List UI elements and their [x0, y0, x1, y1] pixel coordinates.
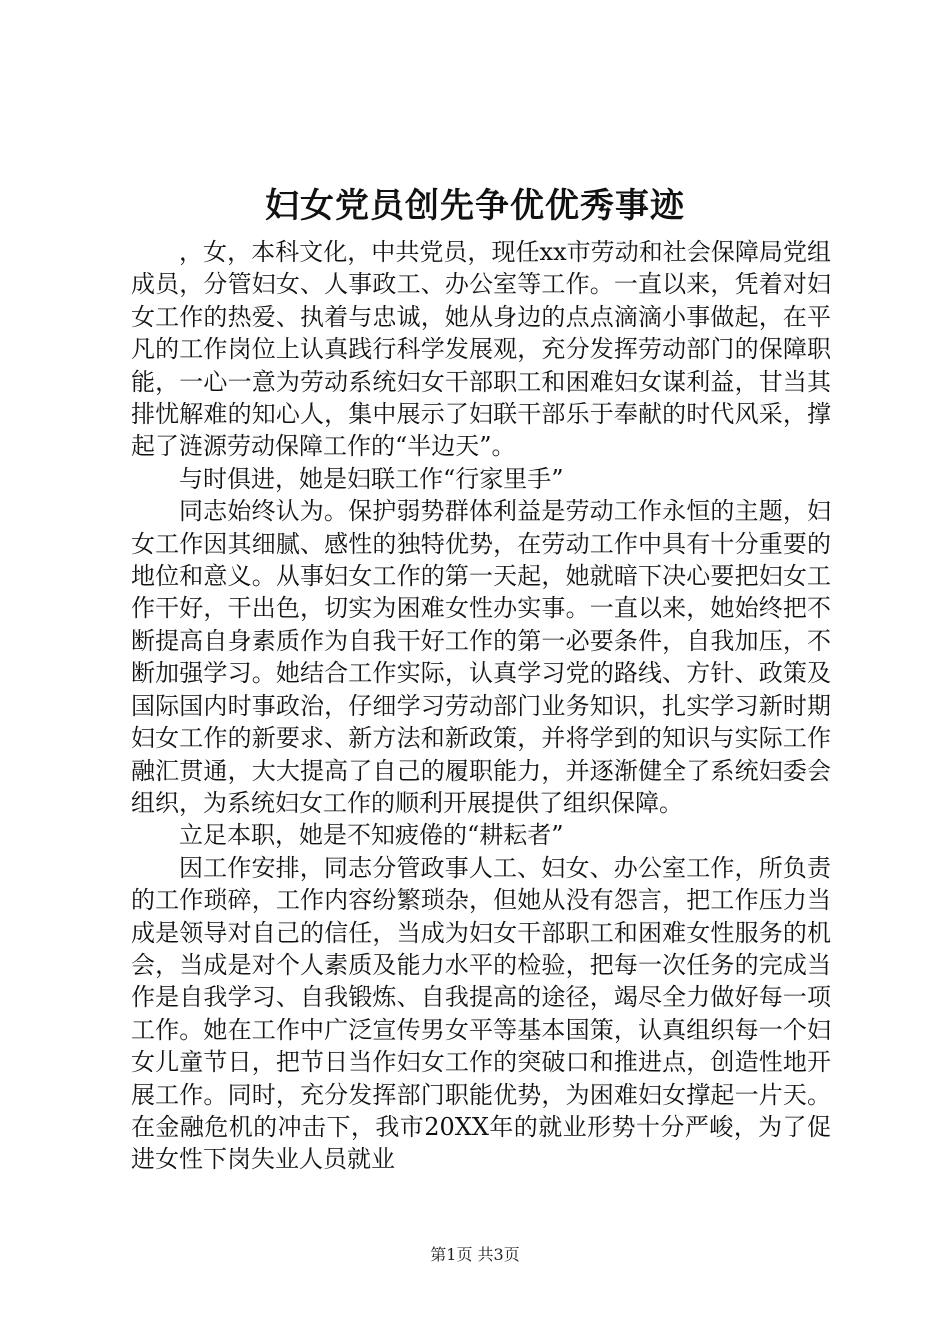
section-heading-2: 立足本职，她是不知疲倦的“耕耘者” — [179, 821, 564, 850]
section-heading-1: 与时俱进，她是妇联工作“行家里手” — [179, 464, 564, 493]
paragraph-intro: ，女，本科文化，中共党员，现任xx市劳动和社会保障局党组成员，分管妇女、人事政工、办公室等工作。一直以来，凭着对妇女工作的热爱、执着与忠诚，她从身边的点点滴滴小事做起，在平凡的工作岗位上认真践行科学发展观，充分发挥劳动部门的保障职能，一心一意为劳动系统妇女干部职工和困难妇女谋利益，甘当其排忧解难的知心人，集中展示了妇联干部乐于奉献的时代风采，撑起了涟源劳动保障工作的“半边天”。 — [131, 238, 831, 461]
paragraph-section-2: 因工作安排，同志分管政事人工、妇女、办公室工作，所负责的工作琐碎，工作内容纷繁琐杂，但她从没有怨言，把工作压力当成是领导对自己的信任，当成为妇女干部职工和困难女性服务的机会，当成是对个人素质及能力水平的检验，把每一次任务的完成当作是自我学习、自我锻炼、自我提高的途径，竭尽全力做好每一项工作。她在工作中广泛宣传男女平等基本国策，认真组织每一个妇女儿童节日，把节日当作妇女工作的突破口和推进点，创造性地开展工作。同时，充分发挥部门职能优势，为困难妇女撑起一片天。在金融危机的冲击下，我市20XX年的就业形势十分严峻，为了促进女性下岗失业人员就业 — [131, 853, 831, 1174]
page-number-footer: 第1页 共3页 — [430, 1245, 520, 1264]
paragraph-section-1: 同志始终认为。保护弱势群体利益是劳动工作永恒的主题，妇女工作因其细腻、感性的独特优势，在劳动工作中具有十分重要的地位和意义。从事妇女工作的第一天起，她就暗下决心要把妇女工作干好，干出色，切实为困难女性办实事。一直以来，她始终把不断提高自身素质作为自我干好工作的第一必要条件，自我加压，不断加强学习。她结合工作实际，认真学习党的路线、方针、政策及国际国内时事政治，仔细学习劳动部门业务知识，扎实学习新时期妇女工作的新要求、新方法和新政策，并将学到的知识与实际工作融汇贯通，大大提高了自己的履职能力，并逐渐健全了系统妇委会组织，为系统妇女工作的顺利开展提供了组织保障。 — [131, 497, 831, 817]
document-title: 妇女党员创先争优优秀事迹 — [265, 186, 685, 226]
document-body — [131, 236, 831, 1176]
